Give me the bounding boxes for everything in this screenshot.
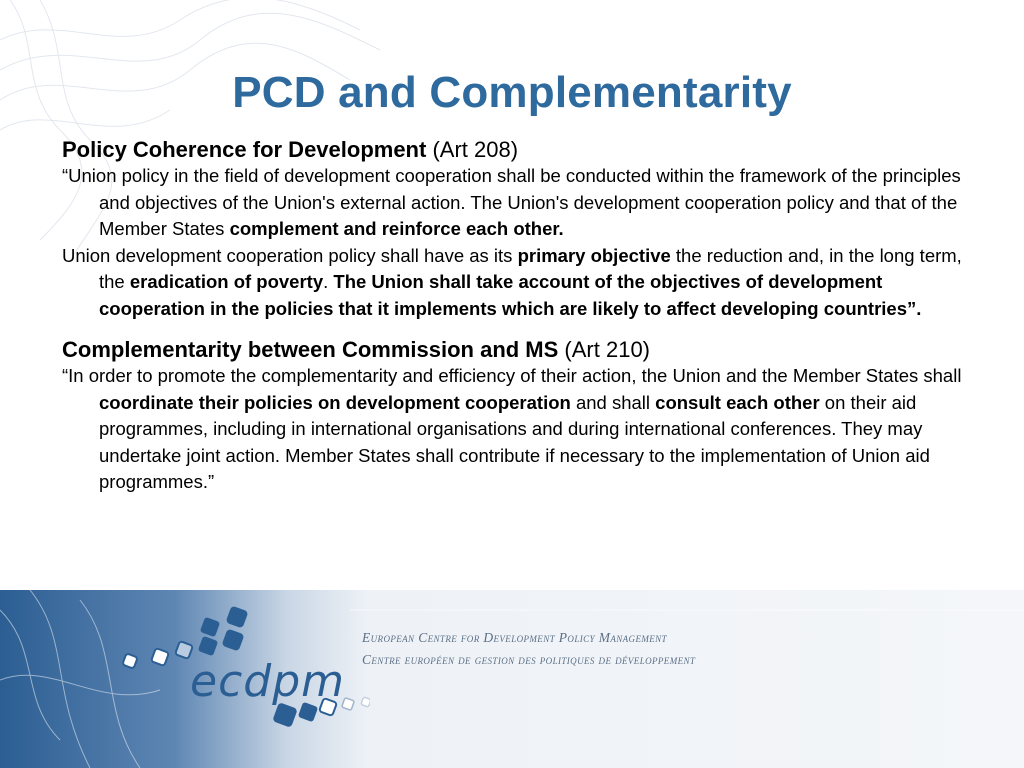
text-run: Union development cooperation policy shall have as its <box>62 244 518 266</box>
bold-run: consult each other <box>655 391 820 413</box>
article-208-quote-part2 <box>62 243 962 323</box>
text-run: “In order to promote the complementarity and efficiency of their action, the Union and the Member States shall <box>62 365 962 386</box>
section-heading-pcd-title: Policy Coherence for Development <box>62 137 427 162</box>
text-run: and shall <box>570 391 656 413</box>
article-208-quote-part1 <box>62 163 962 243</box>
org-name-english: European Centre for Development Policy Management <box>362 630 667 645</box>
section-heading-pcd-article: (Art 208) <box>426 137 519 162</box>
section-heading-complementarity-title: Complementarity between Commission and MS <box>62 337 559 362</box>
article-210-quote <box>62 363 962 496</box>
slide-body <box>62 136 962 496</box>
org-name-french: Centre européen de gestion des politiques de développement <box>362 652 696 667</box>
section-heading-complementarity-article: (Art 210) <box>558 337 651 362</box>
footer-banner <box>0 590 1024 768</box>
slide-title: PCD and Complementarity <box>232 68 792 117</box>
bold-run: eradication of poverty <box>129 271 324 292</box>
section-heading-complementarity <box>62 336 962 363</box>
bold-run: primary objective <box>517 244 671 266</box>
bold-run: coordinate their policies on development cooperation <box>99 391 571 413</box>
bold-run: The Union shall take account of the objectives of development cooperation in the policies that it implements which are likely to affect developing countries”. <box>99 271 922 319</box>
text-run: on their aid programmes, including in international organisations and during international conferences. They may undertake joint action. Member States shall contribute if necessary to the implementation of Union aid programmes.” <box>99 391 930 492</box>
section-heading-pcd <box>62 136 962 163</box>
text-run: “Union policy in the field of development cooperation shall be conducted within the framework of the principles and objectives of the Union's external action. The Union's development cooperation policy and that of the Member States <box>62 165 961 239</box>
text-run: the reduction and, in the long term, the <box>99 244 962 292</box>
bold-run: complement and reinforce each other. <box>229 218 564 239</box>
ecdpm-logo-wordmark: ecdpm <box>190 656 345 707</box>
text-run: . <box>323 271 334 292</box>
